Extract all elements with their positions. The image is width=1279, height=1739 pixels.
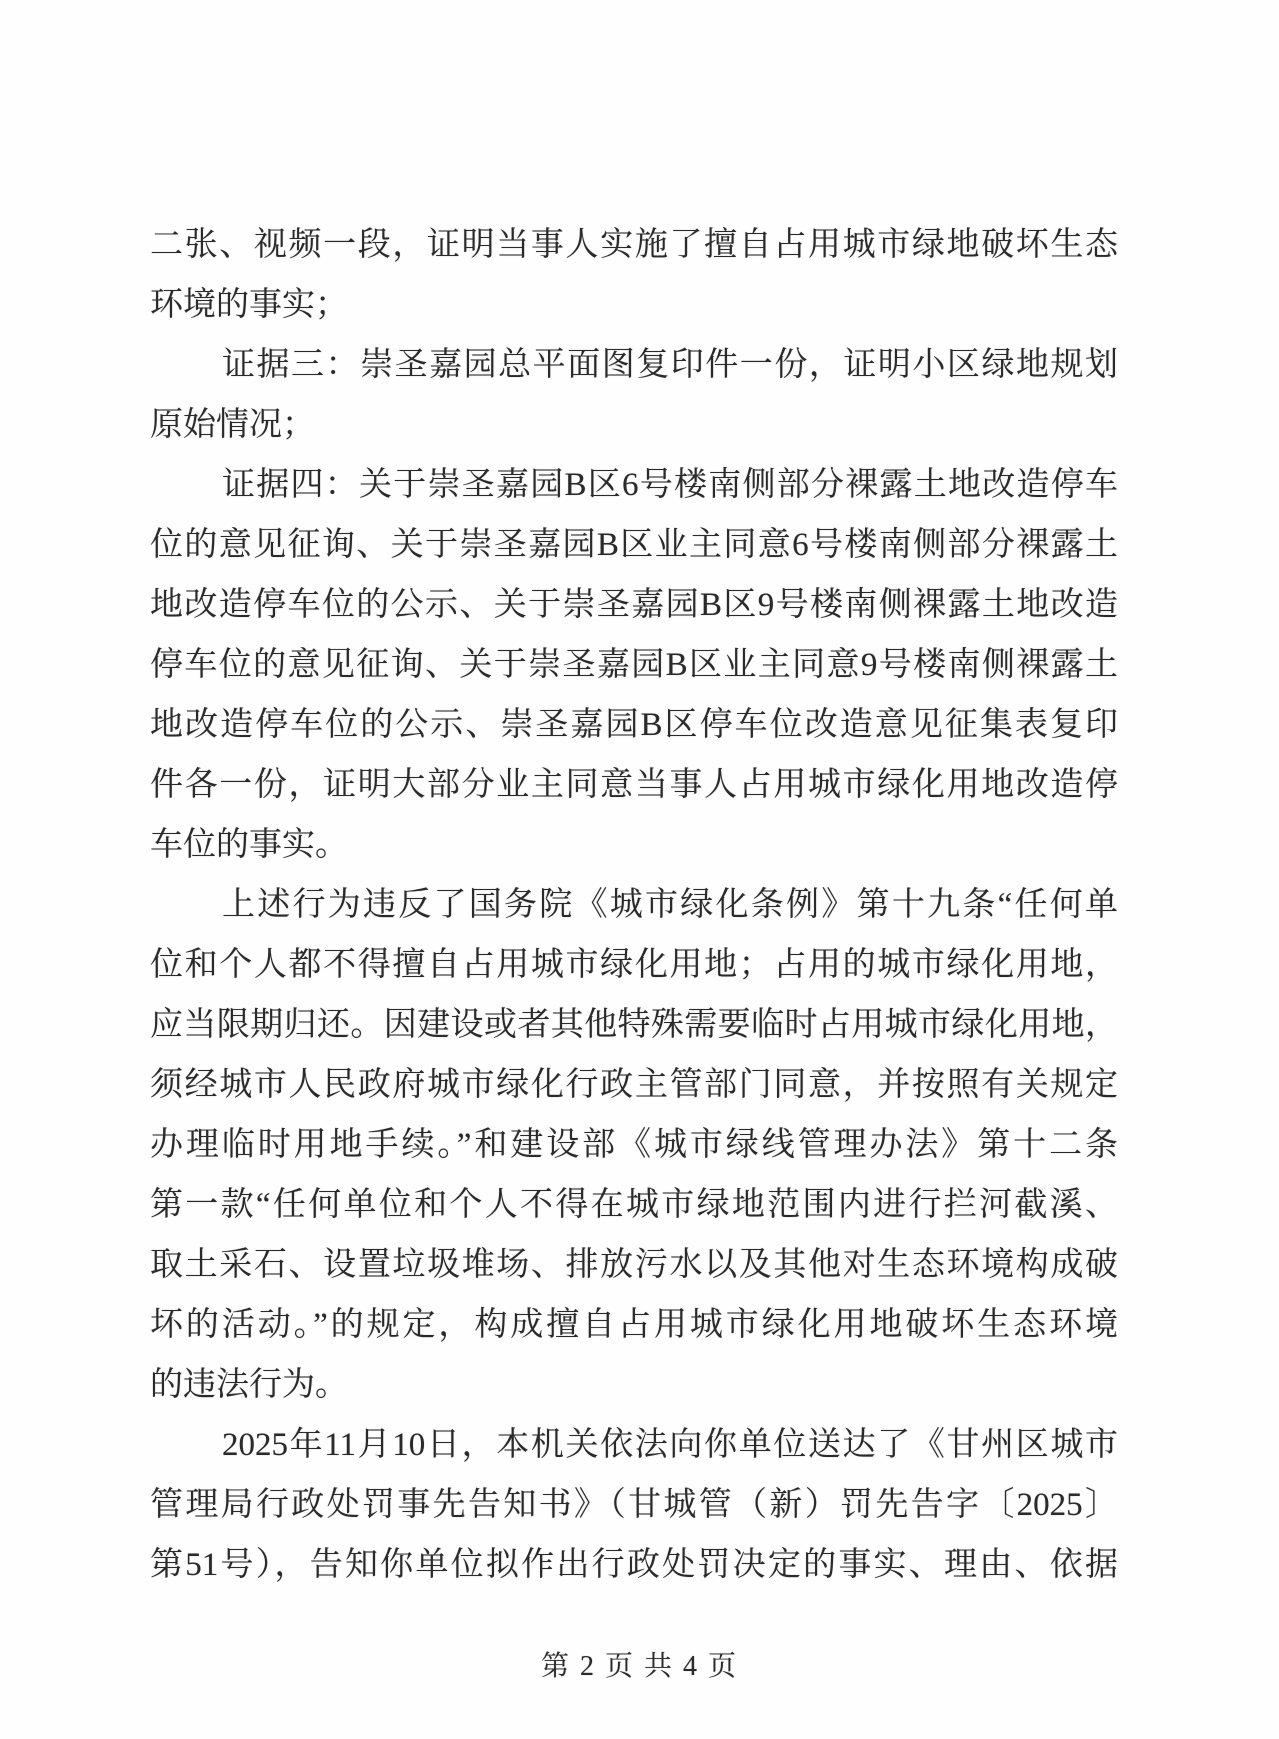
document-line: 须经城市人民政府城市绿化行政主管部门同意，并按照有关规定 [150,1067,1118,1103]
document-line: 证据四：关于崇圣嘉园B区6号楼南侧部分裸露土地改造停车 [222,467,1118,503]
document-line: 证据三：崇圣嘉园总平面图复印件一份，证明小区绿地规划 [222,347,1118,383]
document-line: 位的意见征询、关于崇圣嘉园B区业主同意6号楼南侧部分裸露土 [150,527,1118,563]
document-body [150,215,1118,1595]
document-line: 车位的事实。 [150,827,348,863]
document-line: 坏的活动。”的规定，构成擅自占用城市绿化用地破坏生态环境 [150,1307,1118,1343]
document-line: 环境的事实； [150,287,348,323]
document-line: 地改造停车位的公示、关于崇圣嘉园B区9号楼南侧裸露土地改造 [150,587,1118,623]
page-footer [0,1645,1279,1689]
document-line: 第一款“任何单位和个人不得在城市绿地范围内进行拦河截溪、 [150,1187,1118,1223]
document-line: 件各一份，证明大部分业主同意当事人占用城市绿化用地改造停 [150,767,1118,803]
page-number-text: 第 2 页 共 4 页 [540,1651,738,1682]
document-line: 应当限期归还。因建设或者其他特殊需要临时占用城市绿化用地， [150,1007,1118,1043]
document-line: 取土采石、设置垃圾堆场、排放污水以及其他对生态环境构成破 [150,1247,1118,1283]
document-line: 办理临时用地手续。”和建设部《城市绿线管理办法》第十二条 [150,1127,1118,1163]
document-line: 上述行为违反了国务院《城市绿化条例》第十九条“任何单 [222,887,1118,923]
document-line: 地改造停车位的公示、崇圣嘉园B区停车位改造意见征集表复印 [150,707,1118,743]
document-line: 停车位的意见征询、关于崇圣嘉园B区业主同意9号楼南侧裸露土 [150,647,1118,683]
document-line: 的违法行为。 [150,1367,348,1403]
document-line: 原始情况； [150,407,315,443]
document-line: 2025年11月10日，本机关依法向你单位送达了《甘州区城市 [222,1427,1118,1463]
document-line: 位和个人都不得擅自占用城市绿化用地；占用的城市绿化用地， [150,947,1118,983]
document-line: 二张、视频一段，证明当事人实施了擅自占用城市绿地破坏生态 [150,227,1118,263]
document-line: 管理局行政处罚事先告知书》（甘城管（新）罚先告字〔2025〕 [150,1487,1118,1523]
document-line: 第51号），告知你单位拟作出行政处罚决定的事实、理由、依据 [150,1547,1118,1583]
